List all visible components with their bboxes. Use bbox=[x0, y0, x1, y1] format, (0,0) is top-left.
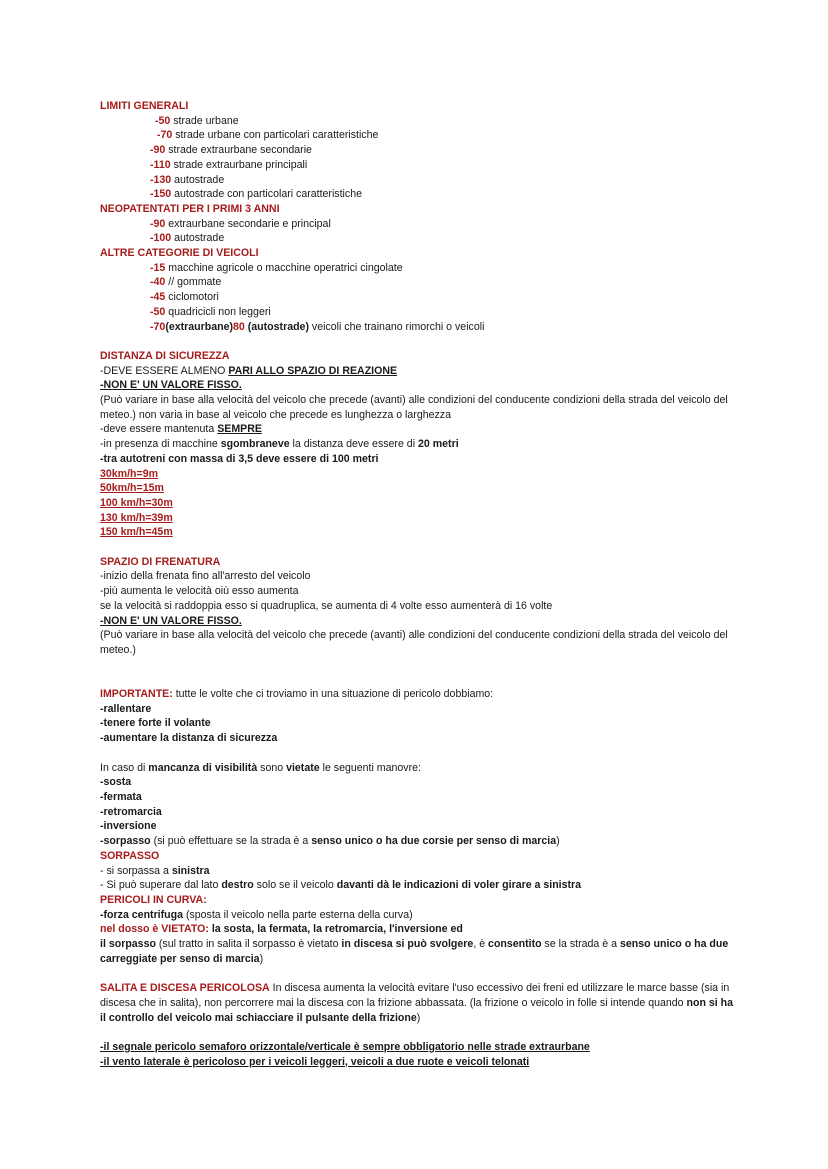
list-item: -retromarcia bbox=[100, 805, 162, 818]
list-item: -inversione bbox=[100, 820, 157, 833]
speed-distance: 30km/h=9m bbox=[100, 467, 159, 480]
list-item: -aumentare la distanza di sicurezza bbox=[100, 732, 278, 745]
note-line: -il segnale pericolo semaforo orizzontale/verticale è sempre obbligatorio nelle strade extraurbane bbox=[100, 1040, 590, 1053]
neopatentati-heading: NEOPATENTATI PER I PRIMI 3 ANNI bbox=[100, 202, 280, 215]
list-item: -sorpasso (si può effettuare se la strada è a senso unico o ha due corsie per senso di marcia) bbox=[100, 835, 560, 848]
paragraph: (Può variare in base alla velocità del veicolo che precede (avanti) alle condizioni del conducente condizioni della strada del veicolo del meteo.) non varia in base al veicolo che precede es lunghezza o larghezza bbox=[100, 394, 728, 421]
limit-item: -50 strade urbane bbox=[155, 114, 239, 127]
salita-discesa-heading: SALITA E DISCESA PERICOLOSA bbox=[100, 982, 270, 995]
paragraph-line: -DEVE ESSERE ALMENO PARI ALLO SPAZIO DI REAZIONE bbox=[100, 364, 398, 377]
paragraph-line: -forza centrifuga (sposta il veicolo nella parte esterna della curva) bbox=[100, 908, 413, 921]
note-line: -il vento laterale è pericoloso per i veicoli leggeri, veicoli a due ruote e veicoli telonati bbox=[100, 1055, 530, 1068]
limit-item: -40 // gommate bbox=[150, 276, 222, 289]
speed-distance: 100 km/h=30m bbox=[100, 496, 173, 509]
importante-line: IMPORTANTE: tutte le volte che ci troviamo in una situazione di pericolo dobbiamo: bbox=[100, 688, 494, 701]
limit-item: -70(extraurbane)80 (autostrade) veicoli che trainano rimorchi o veicoli bbox=[150, 320, 485, 333]
limit-item: -15 macchine agricole o macchine operatrici cingolate bbox=[150, 261, 403, 274]
speed-distance: 50km/h=15m bbox=[100, 482, 164, 495]
limit-item: -90 strade extraurbane secondarie bbox=[150, 144, 312, 157]
paragraph: (Può variare in base alla velocità del veicolo che precede (avanti) alle condizioni del conducente condizioni della strada del veicolo del meteo.) bbox=[100, 629, 728, 656]
limit-item: -150 autostrade con particolari caratteristiche bbox=[150, 188, 362, 201]
document-page bbox=[100, 99, 740, 1069]
paragraph-line: -NON E' UN VALORE FISSO. bbox=[100, 614, 242, 627]
limiti-generali-heading: LIMITI GENERALI bbox=[100, 100, 189, 112]
paragraph-line: -tra autotreni con massa di 3,5 deve essere di 100 metri bbox=[100, 452, 379, 465]
limit-item: -70 strade urbane con particolari caratteristiche bbox=[157, 129, 379, 142]
limit-item: -90 extraurbane secondarie e principal bbox=[150, 217, 331, 230]
paragraph: il sorpasso (sul tratto in salita il sorpasso è vietato in discesa si può svolgere, è consentito se la strada è a senso unico o ha due carreggiate per senso di marcia) bbox=[100, 938, 729, 965]
paragraph-line: - si sorpassa a sinistra bbox=[100, 864, 210, 877]
paragraph-line: nel dosso è VIETATO: la sosta, la fermata, la retromarcia, l'inversione ed bbox=[100, 923, 463, 936]
list-item: -rallentare bbox=[100, 702, 152, 715]
paragraph-line: -in presenza di macchine sgombraneve la distanza deve essere di 20 metri bbox=[100, 438, 459, 451]
limit-item: -45 ciclomotori bbox=[150, 291, 219, 304]
sorpasso-heading: SORPASSO bbox=[100, 849, 160, 862]
paragraph-line: - Si può superare dal lato destro solo se il veicolo davanti dà le indicazioni di voler girare a sinistra bbox=[100, 879, 582, 892]
salita-discesa-paragraph: SALITA E DISCESA PERICOLOSA In discesa aumenta la velocità evitare l'uso eccessivo dei freni ed utilizzare le marce basse (sia in discesa che in salita), non percorrere mai la discesa con la frizione abbassata. (la frizione o veicolo in folle si intende quando non si ha il controllo del veicolo mai schiacciare il pulsante della frizione) bbox=[100, 982, 734, 1024]
limit-item: -50 quadricicli non leggeri bbox=[150, 305, 271, 318]
paragraph-line: -più aumenta le velocità oiù esso aumenta bbox=[100, 585, 299, 598]
list-item: -sosta bbox=[100, 776, 132, 789]
paragraph-line: -NON E' UN VALORE FISSO. bbox=[100, 379, 242, 392]
limit-item: -110 strade extraurbane principali bbox=[150, 158, 308, 171]
list-item: -tenere forte il volante bbox=[100, 717, 211, 730]
speed-distance: 150 km/h=45m bbox=[100, 526, 173, 539]
list-item: -fermata bbox=[100, 790, 142, 803]
pericoli-curva-heading: PERICOLI IN CURVA: bbox=[100, 893, 207, 906]
speed-distance: 130 km/h=39m bbox=[100, 511, 173, 524]
distanza-sicurezza-heading: DISTANZA DI SICUREZZA bbox=[100, 349, 230, 362]
altre-categorie-heading: ALTRE CATEGORIE DI VEICOLI bbox=[100, 247, 259, 260]
paragraph-line: In caso di mancanza di visibilità sono vietate le seguenti manovre: bbox=[100, 761, 421, 774]
spazio-frenatura-heading: SPAZIO DI FRENATURA bbox=[100, 555, 221, 568]
paragraph-line: -inizio della frenata fino all'arresto del veicolo bbox=[100, 570, 311, 583]
limit-item: -100 autostrade bbox=[150, 232, 225, 245]
paragraph-line: -deve essere mantenuta SEMPRE bbox=[100, 423, 262, 436]
paragraph-line: se la velocità si raddoppia esso si quadruplica, se aumenta di 4 volte esso aumenterà di 16 volte bbox=[100, 599, 553, 612]
limit-item: -130 autostrade bbox=[150, 173, 225, 186]
